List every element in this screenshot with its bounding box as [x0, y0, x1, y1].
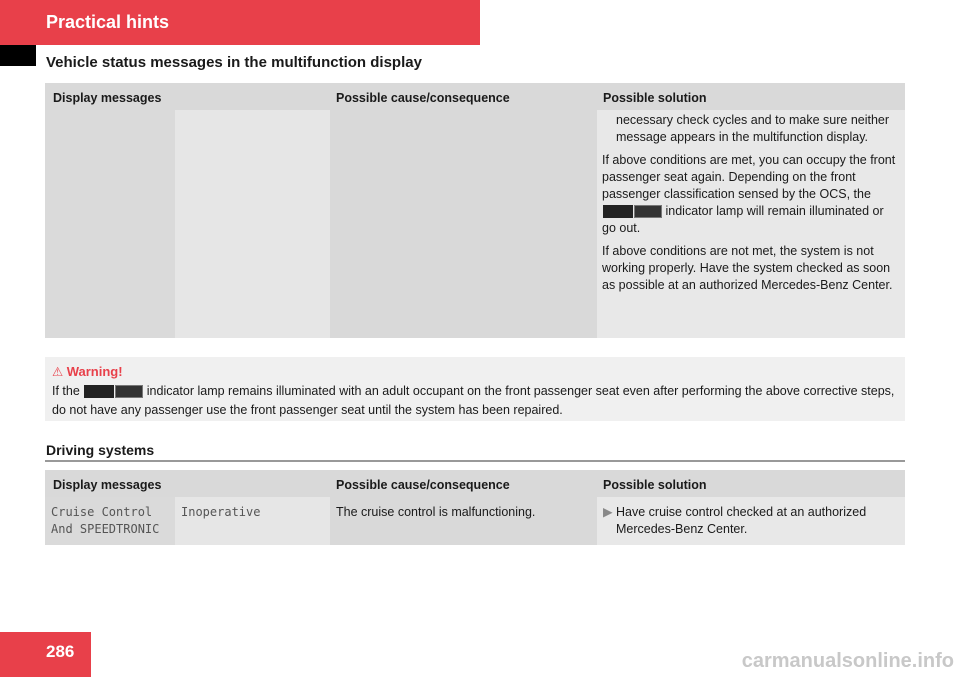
col-header: Possible solution: [603, 91, 707, 105]
page-title: Vehicle status messages in the multifunction display: [46, 54, 422, 71]
message-cell: Cruise Control And SPEEDTRONIC: [45, 497, 175, 545]
col-header: Possible cause/consequence: [336, 91, 510, 105]
solution-text: necessary check cycles and to make sure neither message appears in the multifunction display.: [616, 113, 890, 144]
cause-cell: The cruise control is malfunctioning.: [330, 497, 597, 545]
table-header: [45, 470, 905, 497]
cell-empty: [330, 110, 597, 338]
airbag-off-icon: [634, 205, 662, 218]
airbag-off-icon: [115, 385, 143, 398]
table-header: [45, 83, 905, 110]
watermark: carmanualsonline.info: [741, 650, 954, 672]
divider: [45, 460, 905, 462]
solution-text: Have cruise control checked at an authorized Mercedes-Benz Center.: [616, 505, 867, 536]
cell-empty: [45, 110, 175, 338]
col-header: Display messages: [53, 91, 162, 105]
col-header: Possible solution: [603, 478, 707, 492]
solution-text: If above conditions are met, you can occupy the front passenger seat again. Depending on the front passenger classification sensed by the OCS, the: [602, 153, 896, 201]
page-number: 286: [0, 632, 91, 677]
warning-icon: ⚠: [52, 365, 67, 379]
col-header: Possible cause/consequence: [336, 478, 510, 492]
passenger-icon: [603, 205, 633, 218]
solution-cell: [597, 497, 905, 545]
warning-text: If the: [52, 384, 80, 398]
message-cell: Inoperative: [175, 497, 330, 545]
cell-empty: [175, 110, 330, 338]
section-header: Practical hints: [0, 0, 480, 45]
section-heading: Driving systems: [46, 442, 155, 458]
solution-text: indicator lamp will remain illuminated or go out.: [602, 204, 884, 235]
col-header: Display messages: [53, 478, 162, 492]
passenger-icon: [84, 385, 114, 398]
warning-text: indicator lamp remains illuminated with an adult occupant on the front passenger seat even after performing the above corrective steps, do not have any passenger use the front passenger seat until the system has been repaired.: [52, 384, 895, 417]
driving-table: [45, 470, 905, 545]
arrow-bullet-icon: ▶: [603, 505, 613, 519]
solution-text: If above conditions are not met, the system is not working properly. Have the system checked as soon as possible at an authorized Mercedes-Benz Center.: [602, 244, 893, 292]
warning-title: Warning!: [66, 364, 123, 379]
status-table: [45, 83, 905, 338]
tab-marker: [0, 45, 36, 66]
warning-box: [45, 357, 905, 421]
solution-cell: [597, 110, 905, 338]
